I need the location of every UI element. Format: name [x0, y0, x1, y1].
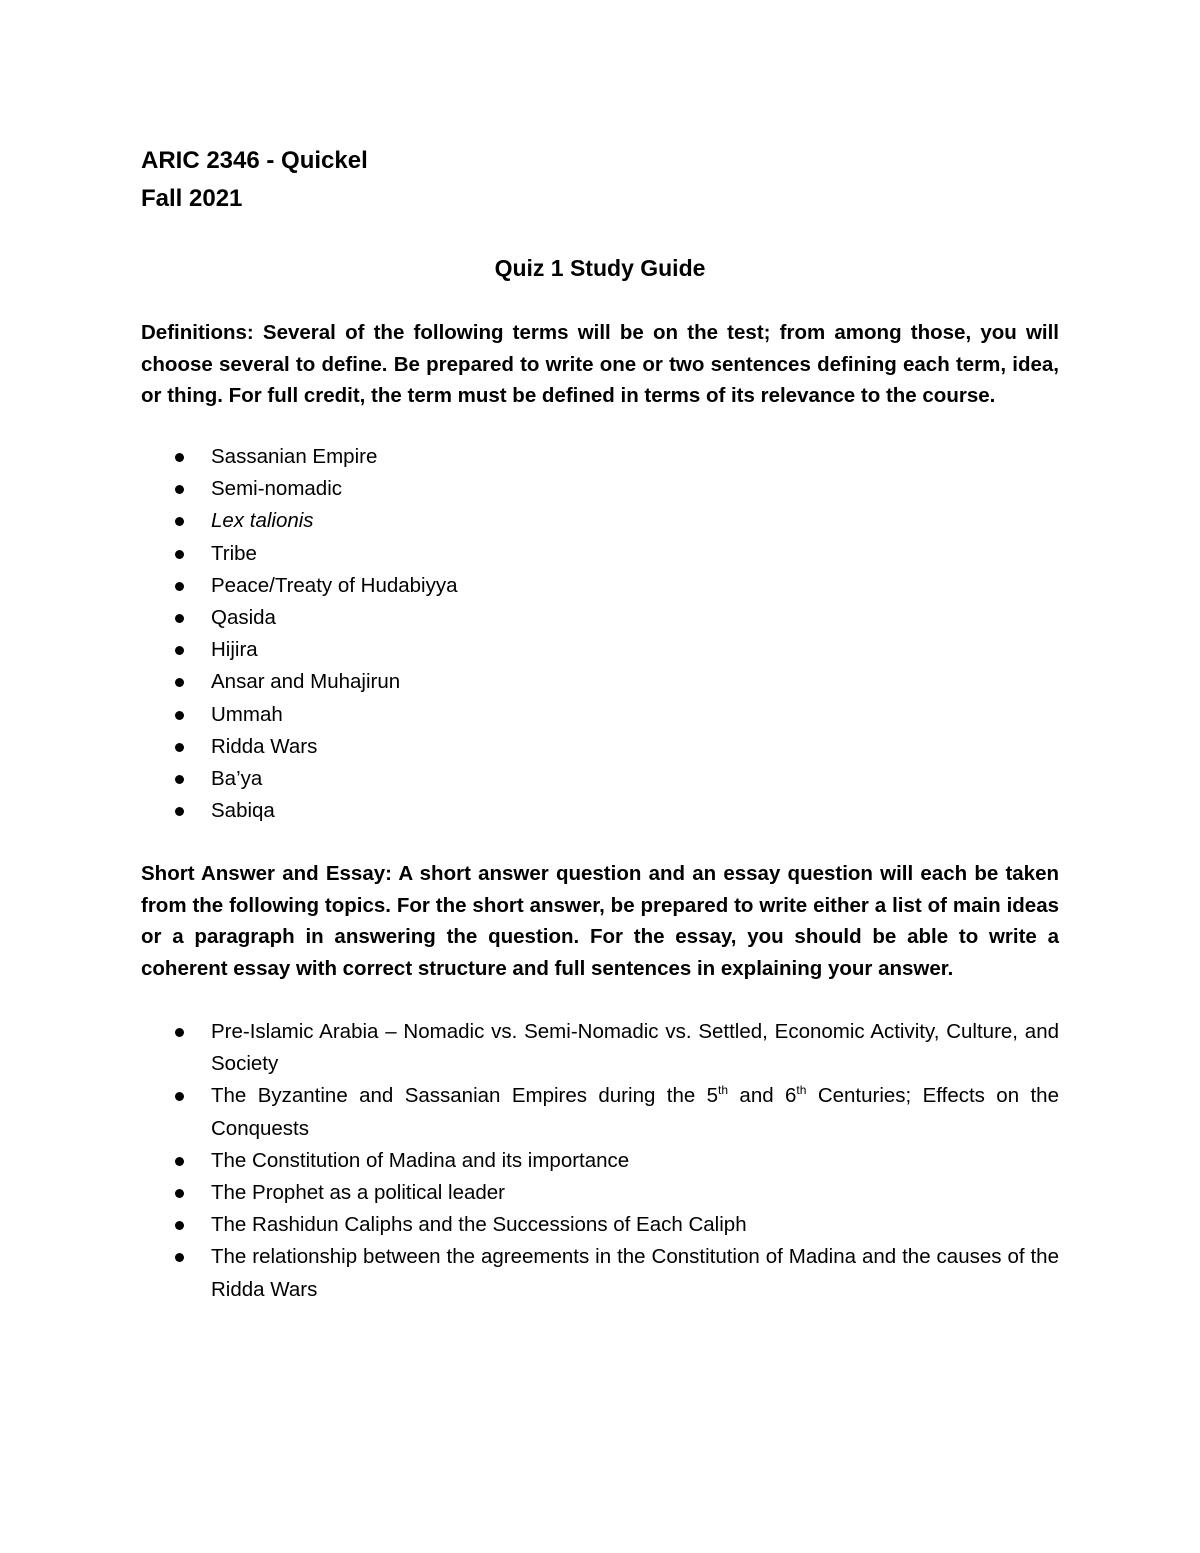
bullet-icon — [175, 453, 184, 462]
term-text: Ba’ya — [211, 767, 263, 791]
list-item — [141, 731, 1059, 763]
term-text: Ummah — [211, 702, 283, 726]
term-text: Qasida — [211, 606, 276, 630]
term-text: Peace/Treaty of Hudabiyya — [211, 573, 458, 597]
term-text: Hijira — [211, 638, 258, 662]
list-item — [141, 538, 1059, 570]
topic-text: The Constitution of Madina and its importance — [211, 1148, 630, 1172]
bullet-icon — [175, 807, 184, 816]
ordinal-suffix: th — [718, 1083, 729, 1098]
list-item — [141, 602, 1059, 634]
bullet-icon — [175, 1157, 184, 1166]
bullet-icon — [175, 646, 184, 655]
topic-text: The Prophet as a political leader — [211, 1181, 506, 1205]
list-item — [141, 1145, 1059, 1177]
bullet-icon — [175, 1221, 184, 1230]
list-item — [141, 1209, 1059, 1241]
bullet-icon — [175, 711, 184, 720]
ordinal-suffix: th — [796, 1083, 807, 1098]
term-line: Fall 2021 — [141, 185, 243, 212]
topic-text: The Rashidun Caliphs and the Successions of Each Caliph — [211, 1213, 747, 1237]
list-item — [141, 666, 1059, 698]
bullet-icon — [175, 678, 184, 687]
topic-text-part: Centuries; Effects on the Conquests — [211, 1084, 1059, 1140]
list-item — [141, 441, 1059, 473]
bullet-icon — [175, 550, 184, 559]
list-item — [141, 699, 1059, 731]
list-item — [141, 795, 1059, 827]
list-item — [141, 570, 1059, 602]
term-text: Semi-nomadic — [211, 477, 343, 501]
term-text: Tribe — [211, 541, 257, 565]
bullet-icon — [175, 1253, 184, 1262]
definitions-term-list — [141, 441, 1059, 827]
bullet-icon — [175, 775, 184, 784]
short-answer-instructions: Short Answer and Essay: A short answer question and an essay question will each be taken from the following topics. For the short answer, be prepared to write either a list of main ideas or a paragraph in answering the question. For the essay, you should be able to write a coherent essay with correct structure and full sentences in explaining your answer. — [141, 862, 1059, 980]
bullet-icon — [175, 743, 184, 752]
list-item — [141, 505, 1059, 537]
course-line: ARIC 2346 - Quickel — [141, 147, 368, 174]
list-item — [141, 473, 1059, 505]
bullet-icon — [175, 614, 184, 623]
term-text: Ansar and Muhajirun — [211, 670, 401, 694]
bullet-icon — [175, 517, 184, 526]
term-text: Ridda Wars — [211, 734, 318, 758]
list-item — [141, 763, 1059, 795]
list-item — [141, 1177, 1059, 1209]
document-header — [141, 142, 368, 218]
topic-text: The relationship between the agreements in the Constitution of Madina and the causes of the Ridda Wars — [211, 1245, 1059, 1301]
definitions-instructions: Definitions: Several of the following terms will be on the test; from among those, you will choose several to define. Be prepared to write one or two sentences defining each term, idea, or thing. For full credit, the term must be defined in terms of its relevance to the course. — [141, 321, 1059, 407]
bullet-icon — [175, 582, 184, 591]
bullet-icon — [175, 485, 184, 494]
term-text: Sabiqa — [211, 799, 275, 823]
topic-text: Pre-Islamic Arabia – Nomadic vs. Semi-Nomadic vs. Settled, Economic Activity, Culture, and Society — [211, 1020, 1059, 1076]
list-item — [141, 634, 1059, 666]
term-text: Sassanian Empire — [211, 445, 378, 468]
term-text: Lex talionis — [211, 509, 314, 533]
page-title: Quiz 1 Study Guide — [494, 255, 706, 281]
topic-text-part: The Byzantine and Sassanian Empires during the 5 — [211, 1084, 719, 1108]
essay-topic-list — [141, 1016, 1059, 1306]
bullet-icon — [175, 1189, 184, 1198]
bullet-icon — [175, 1028, 184, 1037]
topic-text-part: and 6 — [728, 1084, 797, 1108]
bullet-icon — [175, 1092, 184, 1101]
list-item — [141, 1241, 1059, 1305]
list-item — [141, 1016, 1059, 1080]
list-item — [141, 1080, 1059, 1144]
